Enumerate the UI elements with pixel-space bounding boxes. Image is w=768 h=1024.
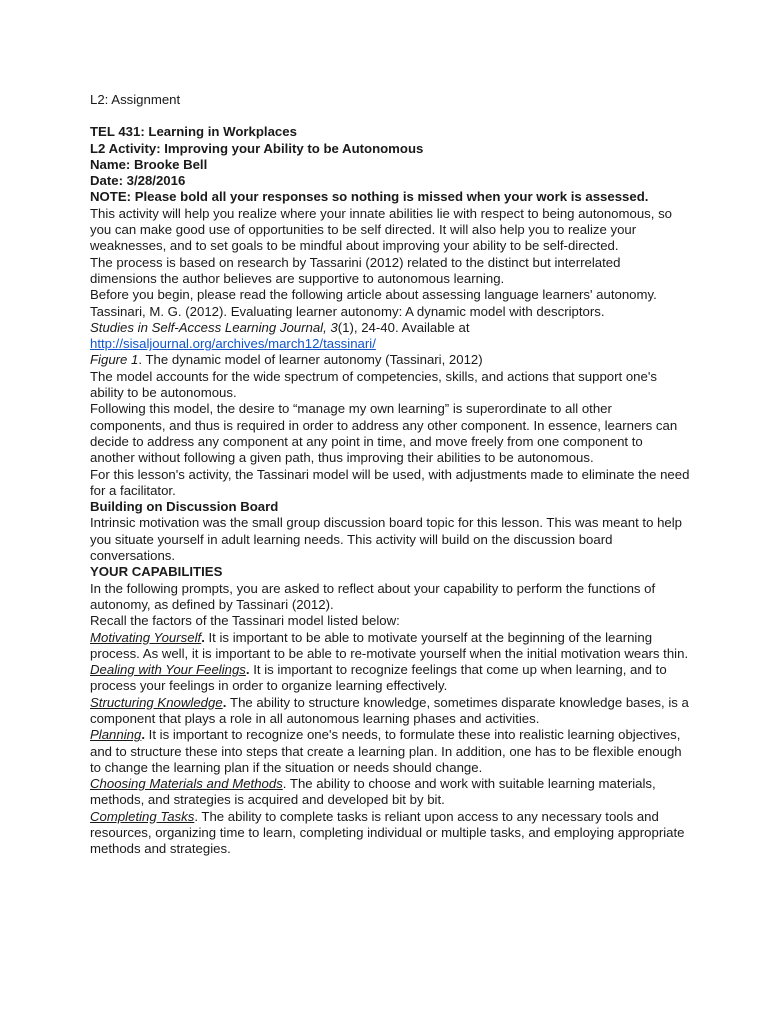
citation-text: Tassinari, M. G. (2012). Evaluating learner autonomy: A dynamic model with descriptors. (90, 303, 605, 319)
citation-link[interactable]: http://sisaljournal.org/archives/march12/tassinari/ (90, 336, 376, 352)
factor-description: It is important to recognize feelings that come up when learning, and to process your feelings in order to organize learning effectively. (90, 662, 667, 694)
figure-caption (90, 352, 690, 368)
factor-term: Completing Tasks (90, 808, 195, 824)
discussion-paragraph: Intrinsic motivation was the small group discussion board topic for this lesson. This was meant to help you situate yourself in adult learning needs. This activity will build on the discussion board conversations. (90, 515, 683, 564)
factor-description: It is important to be able to motivate yourself at the beginning of the learning process. As well, it is important to be able to re-motivate yourself when the initial motivation wears thin. (90, 629, 689, 661)
factor-term: Choosing Materials and Methods (90, 776, 283, 792)
factor-description: The ability to structure knowledge, sometimes disparate knowledge bases, is a component that plays a role in all autonomous learning phases and activities. (90, 694, 689, 726)
factor-description: The ability to choose and work with suitable learning materials, methods, and strategies is acquired and developed bit by bit. (90, 776, 656, 808)
intro-paragraph-3: Before you begin, please read the following article about assessing language learners' autonomy. (90, 287, 657, 303)
citation-issue: (1), 24-40. Available at (337, 319, 470, 335)
document-page (90, 92, 690, 858)
model-paragraph-2: Following this model, the desire to “manage my own learning” is superordinate to all other components, and thus is required in order to address any other component. In essence, learners can decide to address any component at any point in time, and move freely from one component to another without following a given path, thus improving their abilities to be autonomous. (90, 401, 678, 466)
factor-list (90, 630, 690, 858)
factor-item: Structuring Knowledge. The ability to structure knowledge, sometimes disparate knowledge bases, is a component that plays a role in all autonomous learning phases and activities. (90, 694, 689, 726)
intro-paragraph-2: The process is based on research by Tassarini (2012) related to the distinct but interrelated dimensions the author believes are supportive to autonomous learning. (90, 254, 621, 286)
capabilities-paragraph-2: Recall the factors of the Tassinari model listed below: (90, 613, 400, 629)
factor-description: The ability to complete tasks is reliant upon access to any necessary tools and resources, organizing time to learn, completing individual or multiple tasks, and employing appropriate methods and strategies. (90, 808, 685, 857)
capabilities-heading: YOUR CAPABILITIES (90, 564, 223, 580)
citation (90, 304, 690, 353)
factor-item: Completing Tasks. The ability to complete tasks is reliant upon access to any necessary tools and resources, organizing time to learn, completing individual or multiple tasks, and employing appropriate methods and strategies. (90, 808, 685, 857)
capabilities-paragraph-1: In the following prompts, you are asked to reflect about your capability to perform the functions of autonomy, as defined by Tassinari (2012). (90, 580, 656, 612)
model-paragraph-1: The model accounts for the wide spectrum of competencies, skills, and actions that support one's ability to be autonomous. (90, 368, 657, 401)
factor-term: Planning (90, 727, 142, 743)
intro-paragraph-1: This activity will help you realize where your innate abilities lie with respect to being autonomous, so you can make good use of opportunities to be self directed. It will also help you to realize your weaknesses, and to set goals to be mindful about improving your ability to be self-directed. (90, 205, 673, 254)
factor-term: Structuring Knowledge (90, 694, 223, 710)
student-name: Name: Brooke Bell (90, 156, 208, 172)
factor-item: Motivating Yourself. It is important to be able to motivate yourself at the beginning of the learning process. As well, it is important to be able to re-motivate yourself when the initial motivation wears thin. (90, 629, 689, 661)
bold-note: NOTE: Please bold all your responses so nothing is missed when your work is assessed. (90, 189, 649, 205)
document-label: L2: Assignment (90, 92, 181, 107)
factor-item: Choosing Materials and Methods. The ability to choose and work with suitable learning materials, methods, and strategies is acquired and developed bit by bit. (90, 776, 656, 808)
activity-title: L2 Activity: Improving your Ability to be Autonomous (90, 140, 424, 156)
figure-label: Figure 1 (90, 352, 139, 368)
model-paragraph-3: For this lesson's activity, the Tassinari model will be used, with adjustments made to eliminate the need for a facilitator. (90, 466, 690, 498)
course-title: TEL 431: Learning in Workplaces (90, 124, 297, 140)
factor-term: Dealing with Your Feelings (90, 662, 246, 678)
factor-item: Dealing with Your Feelings. It is important to recognize feelings that come up when learning, and to process your feelings in order to organize learning effectively. (90, 662, 667, 694)
figure-caption-text: . The dynamic model of learner autonomy (Tassinari, 2012) (138, 352, 483, 368)
factor-description: It is important to recognize one's needs, to formulate these into realistic learning objectives, and to structure these into steps that create a learning plan. In addition, one has to be flexible enough to change the learning plan if the situation or needs should change. (90, 727, 682, 775)
factor-item: Planning. It is important to recognize one's needs, to formulate these into realistic learning objectives, and to structure these into steps that create a learning plan. In addition, one has to be flexible enough to change the learning plan if the situation or needs should change. (90, 727, 682, 775)
factor-term: Motivating Yourself (90, 629, 202, 645)
assignment-date: Date: 3/28/2016 (90, 173, 186, 189)
citation-journal: Studies in Self-Access Learning Journal, 3 (90, 319, 338, 335)
discussion-heading: Building on Discussion Board (90, 499, 279, 515)
